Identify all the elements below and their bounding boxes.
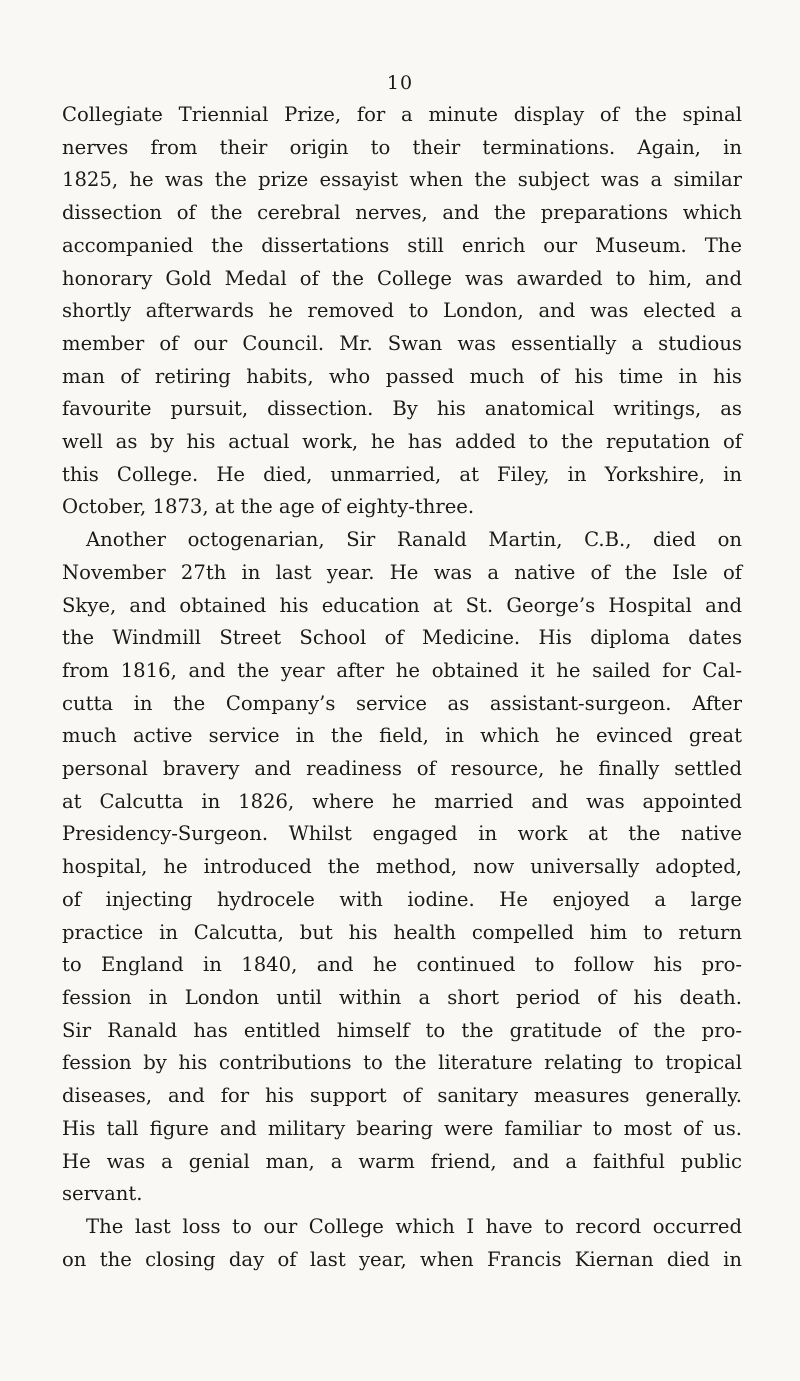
text-line: Skye, and obtained his education at St. George’s Hospital and xyxy=(62,593,742,617)
paragraph-kiernan xyxy=(62,1211,742,1276)
text-line: member of our Council. Mr. Swan was essentially a studious xyxy=(62,331,742,355)
text-line: fession in London until within a short period of his death. xyxy=(62,985,742,1009)
text-line: well as by his actual work, he has added to the reputation of xyxy=(62,430,742,454)
text-line: to England in 1840, and he continued to follow his pro- xyxy=(62,953,742,977)
text-line: accompanied the dissertations still enrich our Museum. The xyxy=(62,233,742,257)
text-line: The last loss to our College which I have to record occurred xyxy=(86,1214,742,1238)
text-line: nerves from their origin to their terminations. Again, in xyxy=(62,135,742,159)
page-number: 10 xyxy=(386,72,414,94)
text-line: Collegiate Triennial Prize, for a minute display of the spinal xyxy=(62,103,742,126)
text-line: much active service in the field, in which he evinced great xyxy=(62,724,742,748)
text-line: dissection of the cerebral nerves, and the preparations which xyxy=(62,201,742,225)
text-line: hospital, he introduced the method, now universally adopted, xyxy=(62,855,742,879)
text-line: servant. xyxy=(62,1182,143,1206)
text-line: fession by his contributions to the literature relating to tropical xyxy=(62,1051,742,1075)
text-line: on the closing day of last year, when Francis Kiernan died in xyxy=(62,1247,742,1271)
text-line: His tall figure and military bearing were familiar to most of us. xyxy=(62,1116,742,1140)
text-line: this College. He died, unmarried, at Filey, in Yorkshire, in xyxy=(62,462,742,486)
text-line: cutta in the Company’s service as assistant-surgeon. After xyxy=(62,691,742,715)
text-line: diseases, and for his support of sanitary measures generally. xyxy=(62,1084,742,1108)
text-line: Sir Ranald has entitled himself to the gratitude of the pro- xyxy=(62,1018,742,1042)
text-line: He was a genial man, a warm friend, and a faithful public xyxy=(62,1149,742,1173)
text-line: personal bravery and readiness of resource, he finally settled xyxy=(62,757,742,781)
text-line: Another octogenarian, Sir Ranald Martin, C.B., died on xyxy=(86,528,742,552)
text-line: November 27th in last year. He was a native of the Isle of xyxy=(62,560,742,584)
text-line: of injecting hydrocele with iodine. He enjoyed a large xyxy=(62,887,742,911)
text-line: shortly afterwards he removed to London, and was elected a xyxy=(62,299,742,323)
text-line: honorary Gold Medal of the College was awarded to him, and xyxy=(62,266,742,290)
text-line: at Calcutta in 1826, where he married and was appointed xyxy=(62,789,742,813)
text-line: October, 1873, at the age of eighty-three. xyxy=(62,495,475,519)
text-line: Presidency-Surgeon. Whilst engaged in work at the native xyxy=(62,822,742,846)
paragraph-swan xyxy=(62,99,742,524)
text-line: practice in Calcutta, but his health compelled him to return xyxy=(62,920,742,944)
text-line: favourite pursuit, dissection. By his anatomical writings, as xyxy=(62,397,742,421)
text-line: man of retiring habits, who passed much of his time in his xyxy=(62,364,742,388)
text-line: 1825, he was the prize essayist when the subject was a similar xyxy=(62,168,742,192)
body-text xyxy=(62,99,742,1276)
text-line: from 1816, and the year after he obtained it he sailed for Cal- xyxy=(62,658,742,682)
text-line: the Windmill Street School of Medicine. His diploma dates xyxy=(62,626,742,650)
paragraph-martin xyxy=(62,524,742,1211)
